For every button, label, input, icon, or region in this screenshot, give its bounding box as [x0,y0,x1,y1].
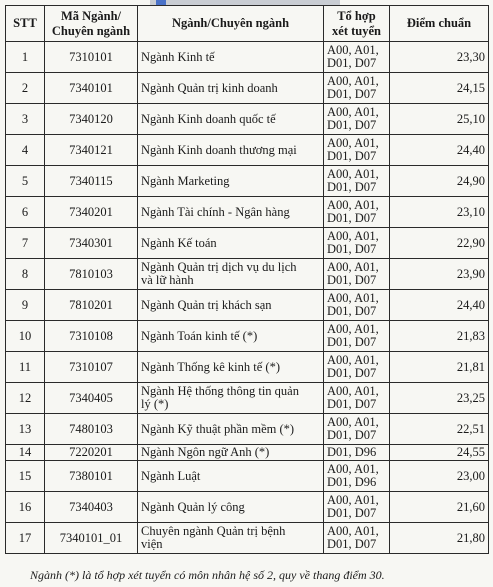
table-row [6,352,489,383]
row-code: 7340121 [45,135,138,166]
table-row [6,290,489,321]
row-combo: A00, A01, D01, D07 [324,228,390,259]
row-score: 24,15 [390,73,489,104]
row-combo: A00, A01, D01, D07 [324,166,390,197]
row-score: 21,83 [390,321,489,352]
header-stt: STT [6,6,45,42]
row-combo: A00, A01, D01, D07 [324,492,390,523]
row-name: Ngành Hệ thống thông tin quản lý (*) [138,383,324,414]
row-stt: 16 [6,492,45,523]
table-row [6,259,489,290]
row-code: 7310101 [45,42,138,73]
table-row [6,383,489,414]
row-combo: D01, D96 [324,445,390,461]
row-combo: A00, A01, D01, D07 [324,290,390,321]
header-score: Điểm chuẩn [390,6,489,42]
row-score: 25,10 [390,104,489,135]
row-name: Ngành Quản trị khách sạn [138,290,324,321]
row-combo: A00, A01, D01, D07 [324,523,390,554]
table-row [6,42,489,73]
row-stt: 7 [6,228,45,259]
row-code: 7340405 [45,383,138,414]
row-stt: 5 [6,166,45,197]
table-row [6,73,489,104]
row-name: Ngành Kế toán [138,228,324,259]
row-code: 7340301 [45,228,138,259]
row-score: 24,40 [390,290,489,321]
table-header-row [6,6,489,42]
row-code: 7340403 [45,492,138,523]
row-combo: A00, A01, D01, D07 [324,321,390,352]
row-name: Ngành Marketing [138,166,324,197]
table-row [6,321,489,352]
header-name: Ngành/Chuyên ngành [138,6,324,42]
row-code: 7380101 [45,461,138,492]
row-score: 23,30 [390,42,489,73]
row-code: 7810103 [45,259,138,290]
header-code: Mã Ngành/ Chuyên ngành [45,6,138,42]
row-name: Ngành Kinh tế [138,42,324,73]
row-combo: A00, A01, D01, D07 [324,73,390,104]
row-score: 23,25 [390,383,489,414]
row-score: 21,80 [390,523,489,554]
row-name: Ngành Thống kê kinh tế (*) [138,352,324,383]
row-score: 23,90 [390,259,489,290]
table-body [6,42,489,554]
row-code: 7340101_01 [45,523,138,554]
table-row [6,445,489,461]
row-code: 7340120 [45,104,138,135]
row-combo: A00, A01, D01, D07 [324,352,390,383]
table-row [6,461,489,492]
row-score: 21,81 [390,352,489,383]
footnote: Ngành (*) là tổ hợp xét tuyển có môn nhân hệ số 2, quy về thang điểm 30. [30,568,385,582]
row-code: 7340201 [45,197,138,228]
row-name: Ngành Toán kinh tế (*) [138,321,324,352]
table-row [6,414,489,445]
row-stt: 17 [6,523,45,554]
row-combo: A00, A01, D01, D07 [324,414,390,445]
row-name: Ngành Luật [138,461,324,492]
table-row [6,197,489,228]
row-name: Ngành Quản trị kinh doanh [138,73,324,104]
row-code: 7310107 [45,352,138,383]
row-stt: 3 [6,104,45,135]
header-combo: Tổ hợp xét tuyển [324,6,390,42]
row-stt: 13 [6,414,45,445]
row-score: 24,90 [390,166,489,197]
row-name: Ngành Kỹ thuật phần mềm (*) [138,414,324,445]
table-row [6,135,489,166]
table-row [6,492,489,523]
row-score: 23,10 [390,197,489,228]
row-name: Ngành Quản lý công [138,492,324,523]
table-row [6,228,489,259]
row-combo: A00, A01, D01, D07 [324,383,390,414]
row-stt: 11 [6,352,45,383]
row-name: Ngành Quản trị dịch vụ du lịch và lữ hành [138,259,324,290]
row-code: 7310108 [45,321,138,352]
row-stt: 2 [6,73,45,104]
row-combo: A00, A01, D01, D07 [324,259,390,290]
row-name: Ngành Tài chính - Ngân hàng [138,197,324,228]
row-combo: A00, A01, D01, D07 [324,104,390,135]
row-stt: 9 [6,290,45,321]
row-score: 21,60 [390,492,489,523]
row-score: 24,40 [390,135,489,166]
row-stt: 8 [6,259,45,290]
row-code: 7220201 [45,445,138,461]
row-code: 7480103 [45,414,138,445]
row-name: Ngành Ngôn ngữ Anh (*) [138,445,324,461]
row-name: Ngành Kinh doanh thương mại [138,135,324,166]
row-stt: 12 [6,383,45,414]
admission-score-table [5,5,489,554]
row-combo: A00, A01, D01, D07 [324,135,390,166]
row-score: 24,55 [390,445,489,461]
row-score: 22,90 [390,228,489,259]
row-stt: 14 [6,445,45,461]
row-code: 7340115 [45,166,138,197]
row-combo: A00, A01, D01, D96 [324,461,390,492]
row-combo: A00, A01, D01, D07 [324,42,390,73]
row-stt: 6 [6,197,45,228]
row-name: Chuyên ngành Quản trị bệnh viện [138,523,324,554]
row-code: 7340101 [45,73,138,104]
row-stt: 4 [6,135,45,166]
row-score: 22,51 [390,414,489,445]
row-code: 7810201 [45,290,138,321]
table-row [6,104,489,135]
row-stt: 15 [6,461,45,492]
row-name: Ngành Kinh doanh quốc tế [138,104,324,135]
table-row [6,523,489,554]
row-stt: 10 [6,321,45,352]
row-score: 23,00 [390,461,489,492]
row-combo: A00, A01, D01, D07 [324,197,390,228]
row-stt: 1 [6,42,45,73]
table-row [6,166,489,197]
